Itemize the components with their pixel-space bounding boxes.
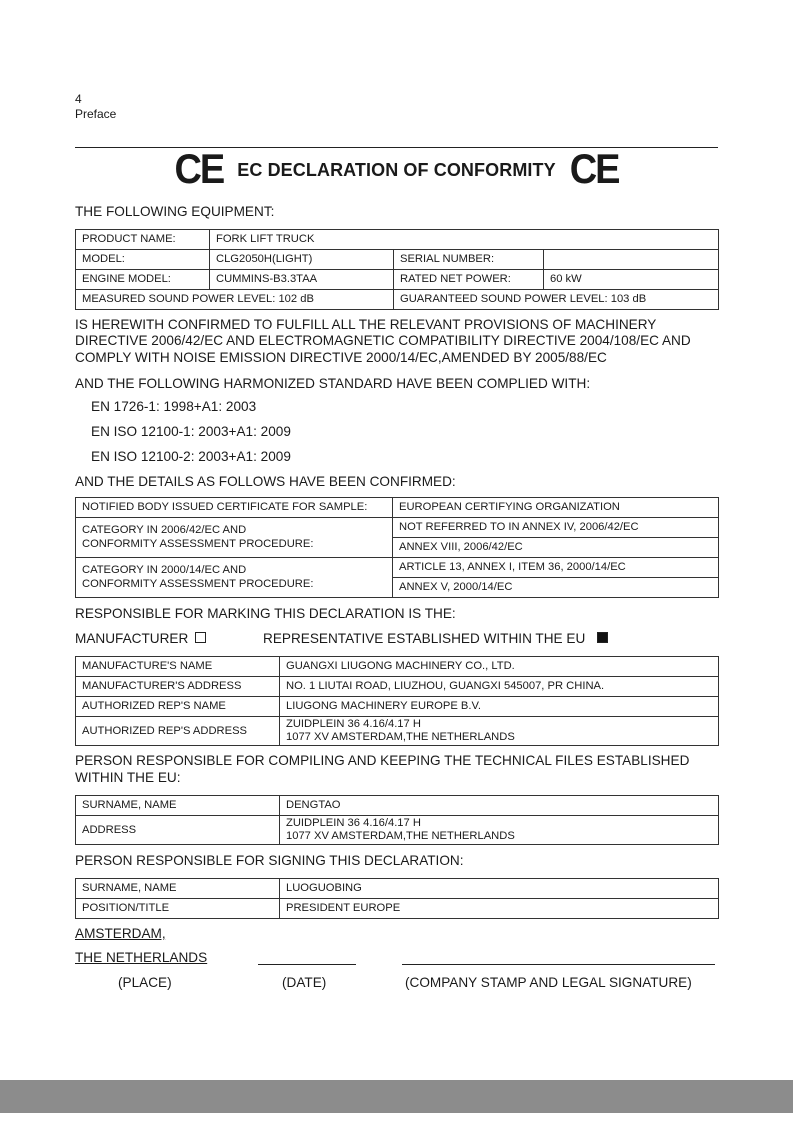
signer-position-value: PRESIDENT EUROPE [280,899,719,919]
manufacturer-option [75,631,206,648]
signer-surname-label: SURNAME, NAME [76,879,280,899]
rep-name-label: AUTHORIZED REP'S NAME [76,697,280,717]
confirmation-line-1: IS HEREWITH CONFIRMED TO FULFILL ALL THE RELEVANT PROVISIONS OF MACHINERY [75,317,657,332]
page-number: 4 [75,92,82,106]
serial-number-value [544,250,719,270]
harmonized-intro: AND THE FOLLOWING HARMONIZED STANDARD HAVE BEEN COMPLIED WITH: [75,376,591,391]
manufacturer-checkbox[interactable] [195,632,206,643]
manufacturer-address-value: NO. 1 LIUTAI ROAD, LIUZHOU, GUANGXI 545007, PR CHINA. [280,677,719,697]
rep-address-value: ZUIDPLEIN 36 4.16/4.17 H 1077 XV AMSTERDAM,THE NETHERLANDS [280,717,719,746]
table-row [76,657,719,677]
serial-number-label: SERIAL NUMBER: [394,250,544,270]
rep-name-value: LIUGONG MACHINERY EUROPE B.V. [280,697,719,717]
table-row [76,879,719,899]
measured-sound-level: MEASURED SOUND POWER LEVEL: 102 dB [76,290,394,310]
table-row [76,290,719,310]
procedure-2000-value: ANNEX V, 2000/14/EC [393,578,719,598]
manufacturer-address-label: MANUFACTURER'S ADDRESS [76,677,280,697]
manufacturer-option-label: MANUFACTURER [75,631,189,646]
tech-surname-value: DENGTAO [280,796,719,816]
table-row [76,558,719,578]
table-row [76,816,719,845]
notified-body-label: NOTIFIED BODY ISSUED CERTIFICATE FOR SAMPLE: [76,498,393,518]
category-2000-label: CATEGORY IN 2000/14/EC AND CONFORMITY ASSESSMENT PROCEDURE: [76,558,393,598]
table-row [76,717,719,746]
manufacturer-name-value: GUANGXI LIUGONG MACHINERY CO., LTD. [280,657,719,677]
rated-power-value: 60 kW [544,270,719,290]
stamp-caption: (COMPANY STAMP AND LEGAL SIGNATURE) [405,975,692,990]
representative-checkbox[interactable] [597,632,608,643]
guaranteed-sound-level: GUARANTEED SOUND POWER LEVEL: 103 dB [394,290,719,310]
table-row [76,899,719,919]
model-label: MODEL: [76,250,210,270]
table-row [76,697,719,717]
header-divider [75,147,718,148]
footer-bar [0,1080,793,1113]
details-intro: AND THE DETAILS AS FOLLOWS HAVE BEEN CONFIRMED: [75,474,456,489]
technical-files-intro-1: PERSON RESPONSIBLE FOR COMPILING AND KEEPING THE TECHNICAL FILES ESTABLISHED [75,753,690,768]
category-2000-value: ARTICLE 13, ANNEX I, ITEM 36, 2000/14/EC [393,558,719,578]
manufacturer-table [75,656,719,746]
signing-intro: PERSON RESPONSIBLE FOR SIGNING THIS DECLARATION: [75,853,464,868]
tech-address-value: ZUIDPLEIN 36 4.16/4.17 H 1077 XV AMSTERDAM,THE NETHERLANDS [280,816,719,845]
engine-model-label: ENGINE MODEL: [76,270,210,290]
stamp-signature-line [402,964,715,965]
ce-mark-right-icon: CE [569,146,619,194]
signer-surname-value: LUOGUOBING [280,879,719,899]
category-2006-label: CATEGORY IN 2006/42/EC AND CONFORMITY ASSESSMENT PROCEDURE: [76,518,393,558]
product-name-label: PRODUCT NAME: [76,230,210,250]
table-row [76,677,719,697]
signer-position-label: POSITION/TITLE [76,899,280,919]
tech-surname-label: SURNAME, NAME [76,796,280,816]
standard-item: EN ISO 12100-1: 2003+A1: 2009 [91,424,291,439]
table-row [76,270,719,290]
confirmation-line-3: COMPLY WITH NOISE EMISSION DIRECTIVE 2000/14/EC,AMENDED BY 2005/88/EC [75,350,607,365]
engine-model-value: CUMMINS-B3.3TAA [210,270,394,290]
table-row [76,498,719,518]
table-row [76,518,719,538]
declaration-title [75,146,718,194]
place-country: THE NETHERLANDS [75,950,208,965]
model-value: CLG2050H(LIGHT) [210,250,394,270]
equipment-table [75,229,719,310]
procedure-2006-value: ANNEX VIII, 2006/42/EC [393,538,719,558]
standard-item: EN ISO 12100-2: 2003+A1: 2009 [91,449,291,464]
technical-files-intro-2: WITHIN THE EU: [75,770,181,785]
product-name-value: FORK LIFT TRUCK [210,230,719,250]
details-table [75,497,719,598]
table-row [76,250,719,270]
rated-power-label: RATED NET POWER: [394,270,544,290]
table-row [76,230,719,250]
place-city: AMSTERDAM, [75,926,166,941]
notified-body-value: EUROPEAN CERTIFYING ORGANIZATION [393,498,719,518]
page-title: EC DECLARATION OF CONFORMITY [237,159,556,180]
place-caption: (PLACE) [118,975,172,990]
representative-option-label: REPRESENTATIVE ESTABLISHED WITHIN THE EU [263,631,586,646]
representative-option [263,631,608,648]
manufacturer-name-label: MANUFACTURE'S NAME [76,657,280,677]
date-caption: (DATE) [282,975,327,990]
signing-table [75,878,719,919]
table-row [76,796,719,816]
equipment-intro: THE FOLLOWING EQUIPMENT: [75,204,275,219]
confirmation-line-2: DIRECTIVE 2006/42/EC AND ELECTROMAGNETIC COMPATIBILITY DIRECTIVE 2004/108/EC AND [75,333,691,348]
rep-address-label: AUTHORIZED REP'S ADDRESS [76,717,280,746]
standard-item: EN 1726-1: 1998+A1: 2003 [91,399,257,414]
date-signature-line [258,964,356,965]
ce-mark-left-icon: CE [174,146,224,194]
tech-address-label: ADDRESS [76,816,280,845]
section-title: Preface [75,107,117,121]
technical-files-table [75,795,719,845]
category-2006-value: NOT REFERRED TO IN ANNEX IV, 2006/42/EC [393,518,719,538]
responsible-intro: RESPONSIBLE FOR MARKING THIS DECLARATION IS THE: [75,606,456,621]
